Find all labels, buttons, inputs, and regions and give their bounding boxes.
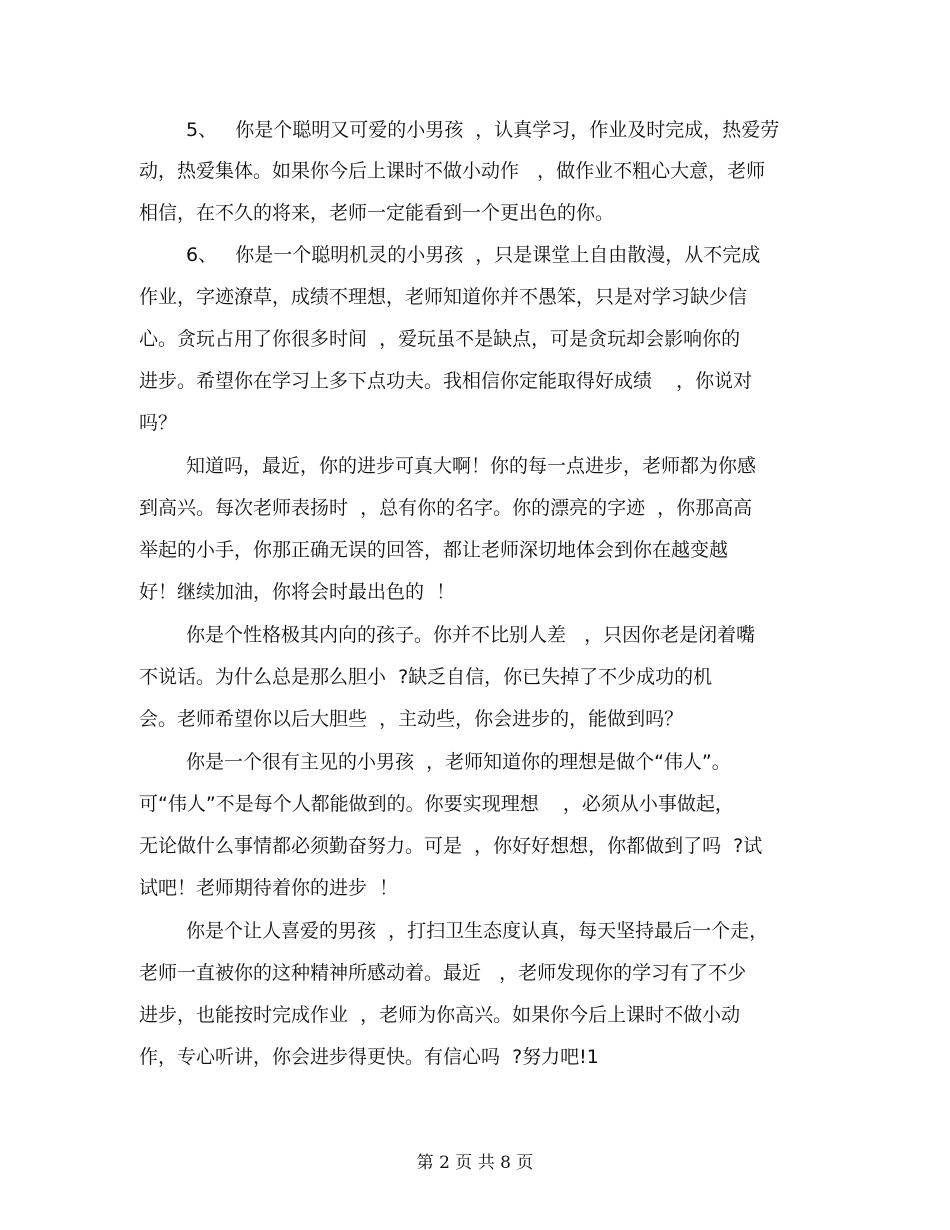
text-line: 作，专心听讲，你会进步得更快。有信心吗 ?努力吧!1	[139, 1046, 599, 1068]
text-line: 心。贪玩占用了你很多时间 ，爱玩虽不是缺点，可是贪玩却会影响你的	[139, 328, 741, 350]
text-line: 进步。希望你在学习上多下点功夫。我相信你定能取得好成绩 ，你说对	[139, 370, 753, 392]
text-line: 可“伟人”不是每个人都能做到的。你要实现理想 ，必须从小事做起，	[139, 793, 734, 815]
text-line: 相信，在不久的将来，老师一定能看到一个更出色的你。	[139, 202, 615, 224]
page-footer: 第 2 页 共 8 页	[416, 1153, 534, 1173]
text-line: 老师一直被你的这种精神所感动着。最近 ，老师发现你的学习有了不少	[139, 962, 747, 984]
text-line: 知道吗，最近，你的进步可真大啊！你的每一点进步，老师都为你感	[186, 455, 757, 477]
text-line: 进步，也能按时完成作业 ，老师为你高兴。如果你今后上课时不做小动	[139, 1004, 741, 1026]
text-line: 无论做什么事情都必须勤奋努力。可是 ，你好好想想，你都做到了吗 ?试	[139, 835, 763, 857]
text-line: 你是个性格极其内向的孩子。你并不比别人差 ，只因你老是闭着嘴	[186, 624, 756, 646]
text-line: 你是个让人喜爱的男孩 ，打扫卫生态度认真，每天坚持最后一个走，	[186, 920, 769, 942]
text-line: 好！继续加油，你将会时最出色的 ！	[139, 581, 456, 603]
text-line: 不说话。为什么总是那么胆小 ?缺乏自信，你已失掉了不少成功的机	[139, 666, 713, 688]
text-line: 作业，字迹潦草，成绩不理想，老师知道你并不愚笨，只是对学习缺少信	[139, 286, 748, 308]
text-line: 试吧！老师期待着你的进步 ！	[139, 877, 399, 899]
text-line: 你是一个很有主见的小男孩 ，老师知道你的理想是做个“伟人”。	[186, 751, 731, 773]
text-line: 会。老师希望你以后大胆些 ，主动些，你会进步的，能做到吗？	[139, 708, 684, 730]
text-line: 6、 你是一个聪明机灵的小男孩 ，只是课堂上自由散漫，从不完成	[186, 244, 761, 266]
text-line: 举起的小手，你那正确无误的回答，都让老师深切地体会到你在越变越	[139, 539, 729, 561]
text-line: 动，热爱集体。如果你今后上课时不做小动作 ，做作业不粗心大意，老师	[139, 160, 766, 182]
text-line: 5、 你是个聪明又可爱的小男孩 ，认真学习，作业及时完成，热爱劳	[186, 119, 780, 141]
text-line: 到高兴。每次老师表扬时 ，总有你的名字。你的漂亮的字迹 ，你那高高	[139, 497, 753, 519]
text-line: 吗？	[139, 412, 178, 434]
